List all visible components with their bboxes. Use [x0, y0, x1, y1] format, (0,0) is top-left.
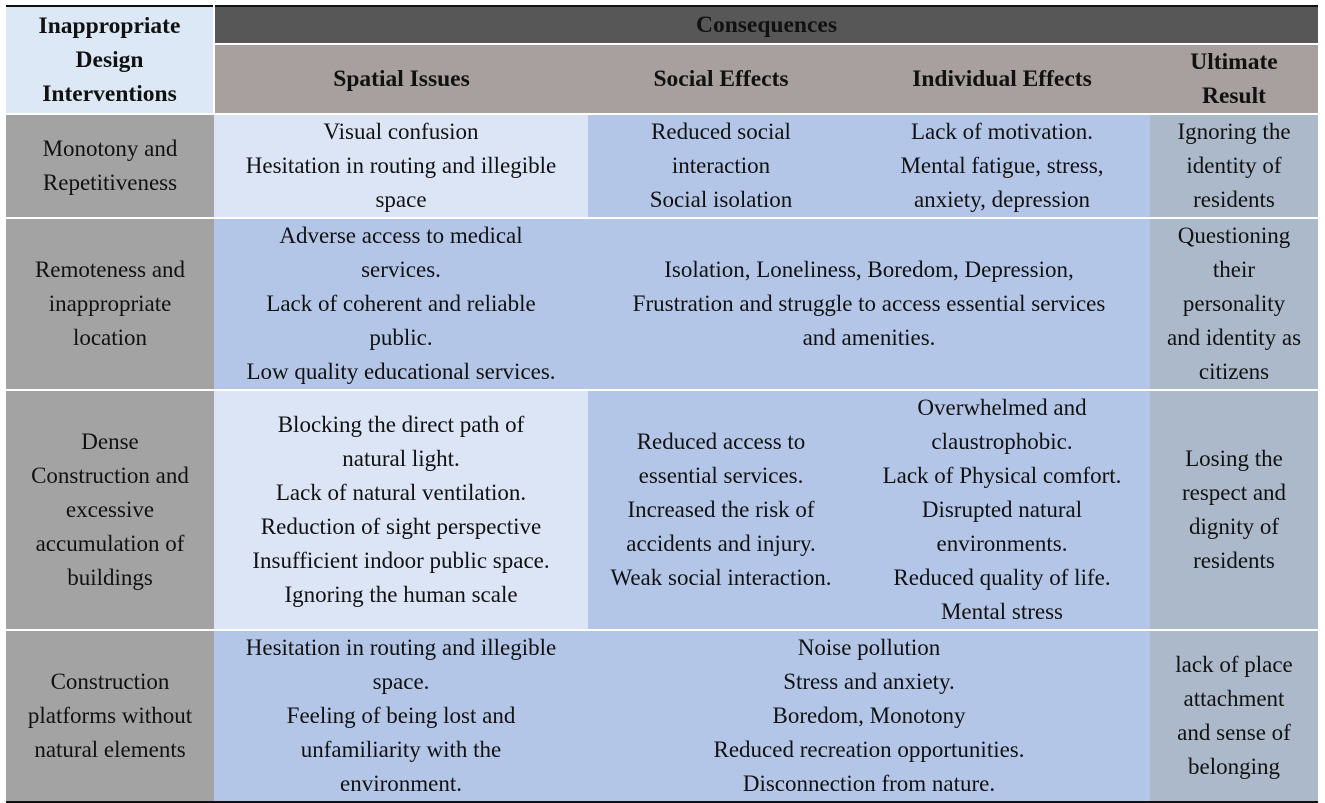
consequences-table-container	[6, 5, 1318, 803]
consequences-table	[6, 5, 1318, 803]
table-row-construction-platforms	[6, 630, 1318, 802]
table-row-remoteness	[6, 218, 1318, 390]
header-inappropriate-design-interventions: Inappropriate Design Interventions	[6, 6, 214, 114]
cell-social-individual-effects: Isolation, Loneliness, Boredom, Depression, Frustration and struggle to access essential services and amenities.	[588, 218, 1150, 390]
cell-individual-effects: Lack of motivation. Mental fatigue, stress, anxiety, depression	[854, 114, 1150, 218]
table-row-dense-construction	[6, 390, 1318, 630]
cell-social-individual-effects: Noise pollution Stress and anxiety. Boredom, Monotony Reduced recreation opportunities. Disconnection from nature.	[588, 630, 1150, 802]
header-consequences: Consequences	[214, 6, 1318, 44]
cell-individual-effects: Overwhelmed and claustrophobic. Lack of Physical comfort. Disrupted natural environments. Reduced quality of life. Mental stress	[854, 390, 1150, 630]
cell-ultimate-result: Ignoring the identity of residents	[1150, 114, 1318, 218]
header-ultimate-result: Ultimate Result	[1150, 44, 1318, 114]
header-individual-effects: Individual Effects	[854, 44, 1150, 114]
cell-ultimate-result: Questioning their personality and identity as citizens	[1150, 218, 1318, 390]
cell-intervention: Remoteness and inappropriate location	[6, 218, 214, 390]
cell-spatial-issues: Adverse access to medical services. Lack of coherent and reliable public. Low quality educational services.	[214, 218, 588, 390]
cell-ultimate-result: lack of place attachment and sense of belonging	[1150, 630, 1318, 802]
cell-intervention: Construction platforms without natural elements	[6, 630, 214, 802]
header-spatial-issues: Spatial Issues	[214, 44, 588, 114]
cell-social-effects: Reduced social interaction Social isolation	[588, 114, 854, 218]
cell-intervention: Monotony and Repetitiveness	[6, 114, 214, 218]
cell-social-effects: Reduced access to essential services. Increased the risk of accidents and injury. Weak social interaction.	[588, 390, 854, 630]
cell-spatial-issues: Visual confusion Hesitation in routing and illegible space	[214, 114, 588, 218]
cell-intervention: Dense Construction and excessive accumulation of buildings	[6, 390, 214, 630]
header-social-effects: Social Effects	[588, 44, 854, 114]
cell-spatial-issues: Blocking the direct path of natural light. Lack of natural ventilation. Reduction of sight perspective Insufficient indoor public space. Ignoring the human scale	[214, 390, 588, 630]
cell-ultimate-result: Losing the respect and dignity of residents	[1150, 390, 1318, 630]
cell-spatial-issues: Hesitation in routing and illegible space. Feeling of being lost and unfamiliarity with the environment.	[214, 630, 588, 802]
table-row-monotony	[6, 114, 1318, 218]
